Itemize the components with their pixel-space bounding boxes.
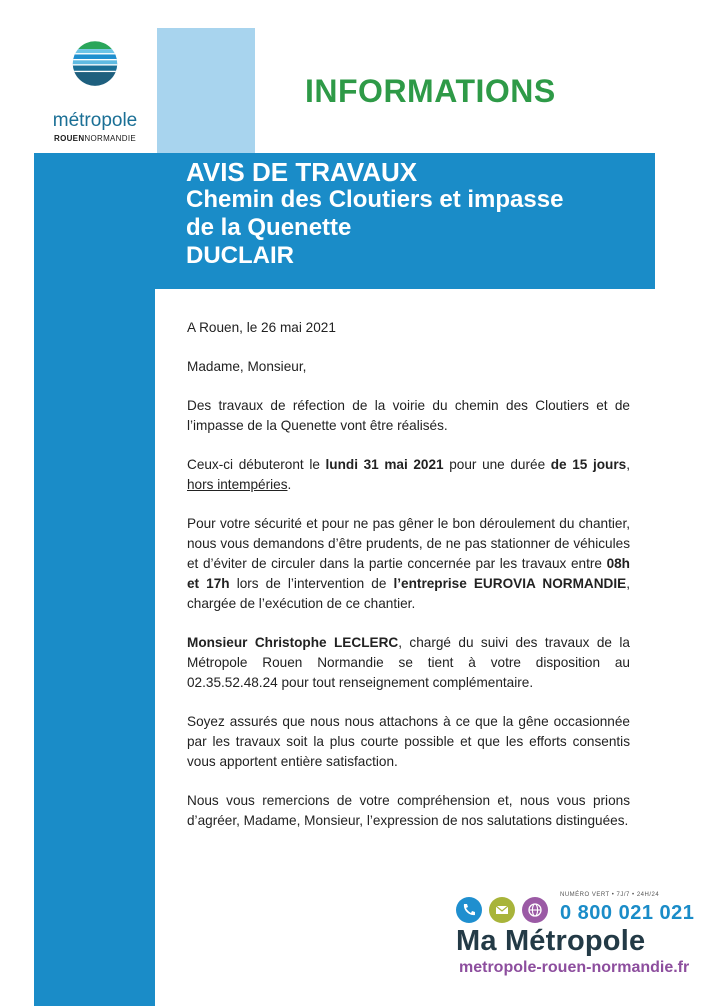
- banner-line-4: DUCLAIR: [186, 242, 294, 269]
- contact-icons: [456, 897, 556, 927]
- paragraph-3: Pour votre sécurité et pour ne pas gêner le bon déroulement du chantier, nous vous demandons d’être prudents, de ne pas stationner de véhicules et d’éviter de circuler dans la partie concernée par les travaux entre 08h et 17h lors de l’intervention de l’entreprise EUROVIA NORMANDIE, chargée de l’exécution de ce chantier.: [187, 516, 630, 611]
- letter-salutation: Madame, Monsieur,: [187, 359, 307, 374]
- letter-date: A Rouen, le 26 mai 2021: [187, 320, 336, 335]
- paragraph-2: Ceux-ci débuteront le lundi 31 mai 2021 pour une durée de 15 jours, hors intempéries.: [187, 457, 630, 492]
- logo-subtitle: ROUENNORMANDIE: [54, 134, 136, 143]
- free-number-label: NUMÉRO VERT • 7J/7 • 24H/24: [560, 892, 660, 898]
- metropole-logo: [40, 40, 150, 112]
- footer-brand: Ma Métropole: [456, 925, 646, 957]
- letter-body: [187, 318, 630, 850]
- mail-icon: [489, 897, 515, 923]
- page-title: INFORMATIONS: [305, 73, 556, 109]
- banner-line-3: de la Quenette: [186, 214, 352, 241]
- banner-heading: [186, 158, 563, 270]
- phone-icon: [456, 897, 482, 923]
- paragraph-1: Des travaux de réfection de la voirie du chemin des Cloutiers et de l’impasse de la Quenette vont être réalisés.: [187, 398, 630, 433]
- banner-line-2: Chemin des Cloutiers et impasse: [186, 186, 564, 213]
- logo-wordmark: métropole: [52, 110, 138, 131]
- footer-phone-number: 0 800 021 021: [560, 902, 695, 924]
- paragraph-5: Soyez assurés que nous nous attachons à ce que la gêne occasionnée par les travaux soit la plus courte possible et que les efforts consentis vous apportent entière satisfaction.: [187, 714, 630, 769]
- globe-icon: [522, 897, 548, 923]
- decorative-dark-strip: [34, 153, 155, 1006]
- banner-line-1: AVIS DE TRAVAUX: [186, 157, 418, 187]
- decorative-light-strip: [157, 28, 255, 153]
- paragraph-4: Monsieur Christophe LECLERC, chargé du suivi des travaux de la Métropole Rouen Normandie se tient à votre disposition au 02.35.52.48.24 pour tout renseignement complémentaire.: [187, 635, 630, 690]
- footer-website-link[interactable]: metropole-rouen-normandie.fr: [459, 959, 690, 976]
- paragraph-6: Nous vous remercions de votre compréhension et, nous vous prions d’agréer, Madame, Monsieur, l’expression de nos salutations distinguées.: [187, 793, 630, 828]
